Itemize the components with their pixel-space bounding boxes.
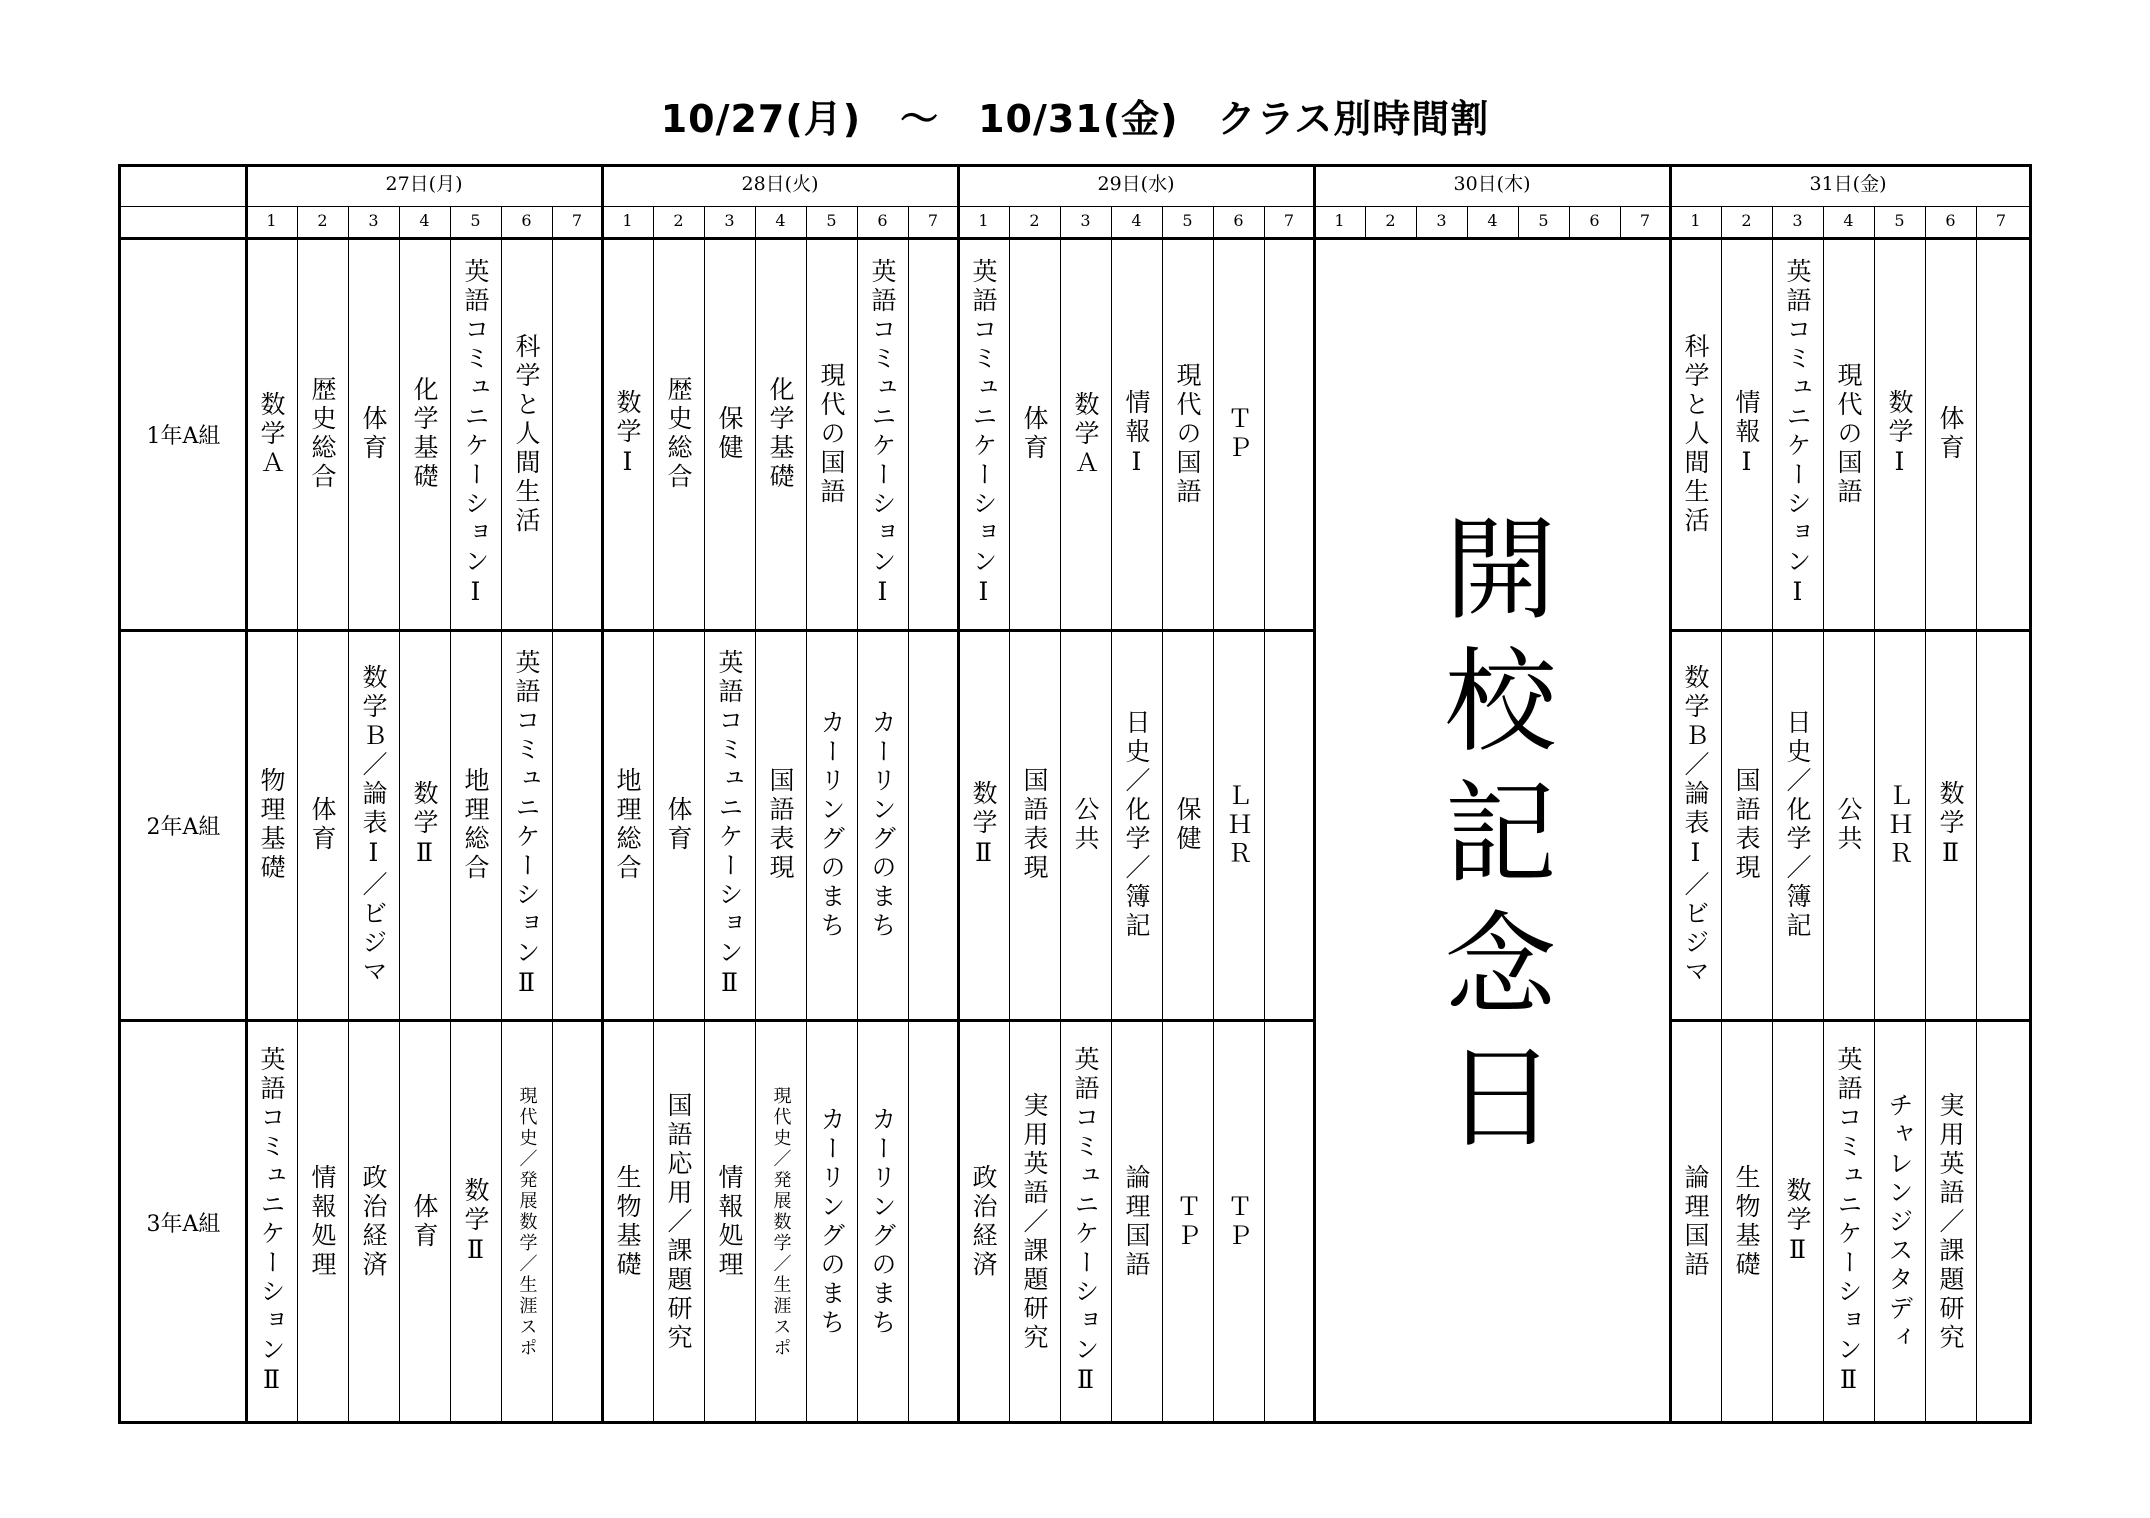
subject-text: 英語コミュニケーションⅡ <box>1834 1046 1863 1398</box>
day-separator <box>1313 164 1316 1424</box>
subject-cell <box>1721 244 1772 624</box>
subject-text: 数学Ａ <box>1071 390 1100 478</box>
period-number: 4 <box>419 211 430 230</box>
subject-text: 国語表現 <box>1020 767 1049 883</box>
subject-cell <box>1925 244 1976 624</box>
subject-text: 生物基礎 <box>1732 1164 1761 1280</box>
subject-text: 化学基礎 <box>410 376 439 492</box>
subject-text: 情報処理 <box>715 1164 744 1280</box>
period-number: 7 <box>571 211 583 230</box>
day-header: 28日(火) <box>741 173 819 195</box>
period-number: 2 <box>1741 211 1752 230</box>
subject-text: 英語コミュニケーションⅡ <box>1071 1046 1100 1398</box>
subject-text: 数学Ⅰ <box>613 388 642 480</box>
subject-cell <box>958 244 1009 624</box>
subject-cell <box>348 244 399 624</box>
subject-text: 数学Ｂ／論表Ⅰ／ビジマ <box>1681 663 1710 987</box>
period-number: 3 <box>1436 211 1447 230</box>
subject-cell <box>1670 244 1721 624</box>
subject-cell <box>399 1026 450 1418</box>
subject-cell <box>297 1026 348 1418</box>
subject-text: 英語コミュニケーションⅠ <box>461 258 490 610</box>
subject-text: カーリングのまち <box>868 709 897 941</box>
period-separator <box>908 206 909 1424</box>
day-header: 27日(月) <box>385 173 463 195</box>
subject-cell <box>602 244 653 624</box>
period-number: 2 <box>1385 211 1396 230</box>
subject-text: 英語コミュニケーションⅡ <box>512 649 541 1001</box>
subject-text: 現代史／発展数学／生涯スポ <box>516 1085 538 1359</box>
subject-cell <box>653 244 704 624</box>
subject-cell <box>1925 636 1976 1014</box>
subject-cell <box>501 636 552 1014</box>
period-number: 7 <box>1995 211 2007 230</box>
subject-text: 体育 <box>664 796 693 854</box>
subject-cell <box>246 636 297 1014</box>
period-number: 1 <box>622 211 633 230</box>
subject-cell <box>399 636 450 1014</box>
subject-text: 政治経済 <box>969 1164 998 1280</box>
subject-text: 英語コミュニケーションⅠ <box>1783 258 1812 610</box>
subject-cell <box>653 1026 704 1418</box>
period-number: 2 <box>673 211 684 230</box>
subject-cell <box>450 636 501 1014</box>
period-separator <box>1264 206 1265 1424</box>
border-right <box>2029 164 2032 1424</box>
subject-cell <box>450 1026 501 1418</box>
subject-cell <box>1213 1026 1264 1418</box>
period-number: 1 <box>266 211 277 230</box>
subject-text: 国語表現 <box>766 767 795 883</box>
subject-text: 地理総合 <box>461 767 490 883</box>
subject-text: チャレンジスタディ <box>1885 1091 1914 1353</box>
subject-text: 日史／化学／簿記 <box>1783 709 1812 941</box>
subject-text: 公共 <box>1071 796 1100 854</box>
subject-text: 体育 <box>1020 405 1049 463</box>
subject-cell <box>1162 1026 1213 1418</box>
subject-cell <box>806 1026 857 1418</box>
subject-text: 体育 <box>359 405 388 463</box>
subject-text: 情報Ⅰ <box>1732 388 1761 480</box>
subject-cell <box>1772 636 1823 1014</box>
subject-cell <box>348 636 399 1014</box>
subject-cell <box>399 244 450 624</box>
subject-cell <box>1111 244 1162 624</box>
period-number: 4 <box>775 211 786 230</box>
subject-cell <box>958 636 1009 1014</box>
subject-cell <box>1772 244 1823 624</box>
subject-cell <box>1721 1026 1772 1418</box>
subject-cell <box>1060 1026 1111 1418</box>
subject-cell <box>755 244 806 624</box>
period-number: 5 <box>1182 211 1193 230</box>
subject-text: 論理国語 <box>1122 1164 1151 1280</box>
subject-cell <box>1721 636 1772 1014</box>
subject-cell <box>1162 636 1213 1014</box>
row-separator <box>1670 629 2032 632</box>
subject-cell <box>602 636 653 1014</box>
period-number: 3 <box>1080 211 1091 230</box>
subject-text: 数学Ⅰ <box>1885 388 1914 480</box>
subject-text: 英語コミュニケーションⅡ <box>257 1046 286 1398</box>
subject-text: 英語コミュニケーションⅠ <box>868 258 897 610</box>
subject-cell <box>348 1026 399 1418</box>
subject-text: 情報処理 <box>308 1164 337 1280</box>
period-number: 7 <box>1283 211 1295 230</box>
period-number: 5 <box>1538 211 1549 230</box>
period-number: 2 <box>1029 211 1040 230</box>
subject-text: 現代の国語 <box>1834 361 1863 507</box>
subject-text: カーリングのまち <box>817 709 846 941</box>
day-header: 30日(木) <box>1453 173 1531 195</box>
subject-cell <box>1670 636 1721 1014</box>
row-separator <box>1670 1019 2032 1022</box>
class-row-label: 2年A組 <box>146 815 221 840</box>
subject-cell <box>1060 636 1111 1014</box>
subject-cell <box>1060 244 1111 624</box>
subject-cell <box>857 636 908 1014</box>
subject-cell <box>958 1026 1009 1418</box>
period-separator <box>1976 206 1977 1424</box>
subject-text: ＴＰ <box>1224 405 1253 463</box>
day-header: 29日(水) <box>1097 173 1175 195</box>
period-number: 6 <box>1945 211 1956 230</box>
subject-text: 英語コミュニケーションⅠ <box>969 258 998 610</box>
subject-text: 保健 <box>715 405 744 463</box>
subject-cell <box>755 636 806 1014</box>
day-header: 31日(金) <box>1809 173 1887 195</box>
subject-cell <box>501 1026 552 1418</box>
period-number: 2 <box>317 211 328 230</box>
holiday-text: 開校記念日 <box>1426 510 1556 1170</box>
subject-cell <box>1111 636 1162 1014</box>
subject-text: 歴史総合 <box>308 376 337 492</box>
subject-cell <box>1772 1026 1823 1418</box>
subject-cell <box>297 244 348 624</box>
subject-cell <box>857 244 908 624</box>
subject-text: 現代史／発展数学／生涯スポ <box>770 1085 792 1359</box>
period-number: 3 <box>1792 211 1803 230</box>
subject-cell <box>450 244 501 624</box>
subject-cell <box>1823 1026 1874 1418</box>
subject-cell <box>1670 1026 1721 1418</box>
period-number: 6 <box>521 211 532 230</box>
page-title: 10/27(月) ～ 10/31(金) クラス別時間割 <box>660 97 1490 141</box>
subject-text: 実用英語／課題研究 <box>1020 1091 1049 1353</box>
border-bottom <box>118 1421 2032 1424</box>
subject-cell <box>1111 1026 1162 1418</box>
subject-text: 日史／化学／簿記 <box>1122 709 1151 941</box>
subject-cell <box>602 1026 653 1418</box>
period-separator <box>552 206 553 1424</box>
period-number: 7 <box>927 211 939 230</box>
subject-text: 科学と人間生活 <box>1681 332 1710 536</box>
subject-text: 保健 <box>1173 796 1202 854</box>
period-number: 1 <box>978 211 989 230</box>
subject-text: 数学Ⅱ <box>969 779 998 871</box>
subject-text: 数学Ⅱ <box>1936 779 1965 871</box>
subject-cell <box>857 1026 908 1418</box>
subject-text: カーリングのまち <box>817 1106 846 1338</box>
period-number: 3 <box>724 211 735 230</box>
subject-text: 生物基礎 <box>613 1164 642 1280</box>
subject-cell <box>1874 244 1925 624</box>
subject-cell <box>1009 244 1060 624</box>
period-number: 5 <box>1894 211 1905 230</box>
subject-text: 現代の国語 <box>1173 361 1202 507</box>
period-number: 6 <box>1589 211 1600 230</box>
subject-cell <box>1823 636 1874 1014</box>
subject-text: 物理基礎 <box>257 767 286 883</box>
subject-text: 体育 <box>1936 405 1965 463</box>
subject-text: 国語表現 <box>1732 767 1761 883</box>
subject-text: 国語応用／課題研究 <box>664 1091 693 1353</box>
subject-text: 数学Ｂ／論表Ⅰ／ビジマ <box>359 663 388 987</box>
subject-text: 体育 <box>308 796 337 854</box>
period-number: 1 <box>1690 211 1701 230</box>
subject-text: 化学基礎 <box>766 376 795 492</box>
subject-cell <box>246 1026 297 1418</box>
period-number: 7 <box>1639 211 1651 230</box>
subject-text: 情報Ⅰ <box>1122 388 1151 480</box>
period-number: 4 <box>1131 211 1142 230</box>
subject-text: ＬＨＲ <box>1885 781 1914 869</box>
period-number: 6 <box>877 211 888 230</box>
subject-cell <box>1823 244 1874 624</box>
border-left <box>118 164 121 1424</box>
subject-text: 科学と人間生活 <box>512 332 541 536</box>
period-number: 5 <box>826 211 837 230</box>
subject-cell <box>806 636 857 1014</box>
subject-text: カーリングのまち <box>868 1106 897 1338</box>
header-bottom-rule <box>118 237 2032 240</box>
subject-cell <box>1213 244 1264 624</box>
subject-cell <box>704 1026 755 1418</box>
subject-text: 英語コミュニケーションⅡ <box>715 649 744 1001</box>
subject-text: 政治経済 <box>359 1164 388 1280</box>
subject-cell <box>297 636 348 1014</box>
subject-cell <box>806 244 857 624</box>
subject-text: 公共 <box>1834 796 1863 854</box>
subject-cell <box>653 636 704 1014</box>
subject-cell <box>704 636 755 1014</box>
subject-text: ＴＰ <box>1173 1193 1202 1251</box>
subject-text: ＴＰ <box>1224 1193 1253 1251</box>
subject-cell <box>1009 1026 1060 1418</box>
period-number: 4 <box>1843 211 1854 230</box>
subject-text: 数学Ⅱ <box>461 1176 490 1268</box>
period-number: 4 <box>1487 211 1498 230</box>
subject-text: 数学Ａ <box>257 390 286 478</box>
subject-cell <box>1009 636 1060 1014</box>
subject-cell <box>1925 1026 1976 1418</box>
subject-cell <box>1213 636 1264 1014</box>
class-row-label: 1年A組 <box>146 424 221 449</box>
subject-text: 数学Ⅱ <box>1783 1176 1812 1268</box>
subject-text: 論理国語 <box>1681 1164 1710 1280</box>
period-number: 5 <box>470 211 481 230</box>
subject-text: ＬＨＲ <box>1224 781 1253 869</box>
holiday-label <box>1314 490 1668 1190</box>
subject-cell <box>246 244 297 624</box>
subject-text: 現代の国語 <box>817 361 846 507</box>
subject-text: 数学Ⅱ <box>410 779 439 871</box>
subject-cell <box>1874 1026 1925 1418</box>
subject-cell <box>755 1026 806 1418</box>
subject-cell <box>1162 244 1213 624</box>
period-number: 6 <box>1233 211 1244 230</box>
subject-cell <box>1874 636 1925 1014</box>
subject-cell <box>501 244 552 624</box>
subject-text: 実用英語／課題研究 <box>1936 1091 1965 1353</box>
subject-text: 歴史総合 <box>664 376 693 492</box>
subject-text: 体育 <box>410 1193 439 1251</box>
period-number: 1 <box>1334 211 1345 230</box>
period-number: 3 <box>368 211 379 230</box>
class-row-label: 3年A組 <box>146 1212 221 1237</box>
subject-text: 地理総合 <box>613 767 642 883</box>
subject-cell <box>704 244 755 624</box>
